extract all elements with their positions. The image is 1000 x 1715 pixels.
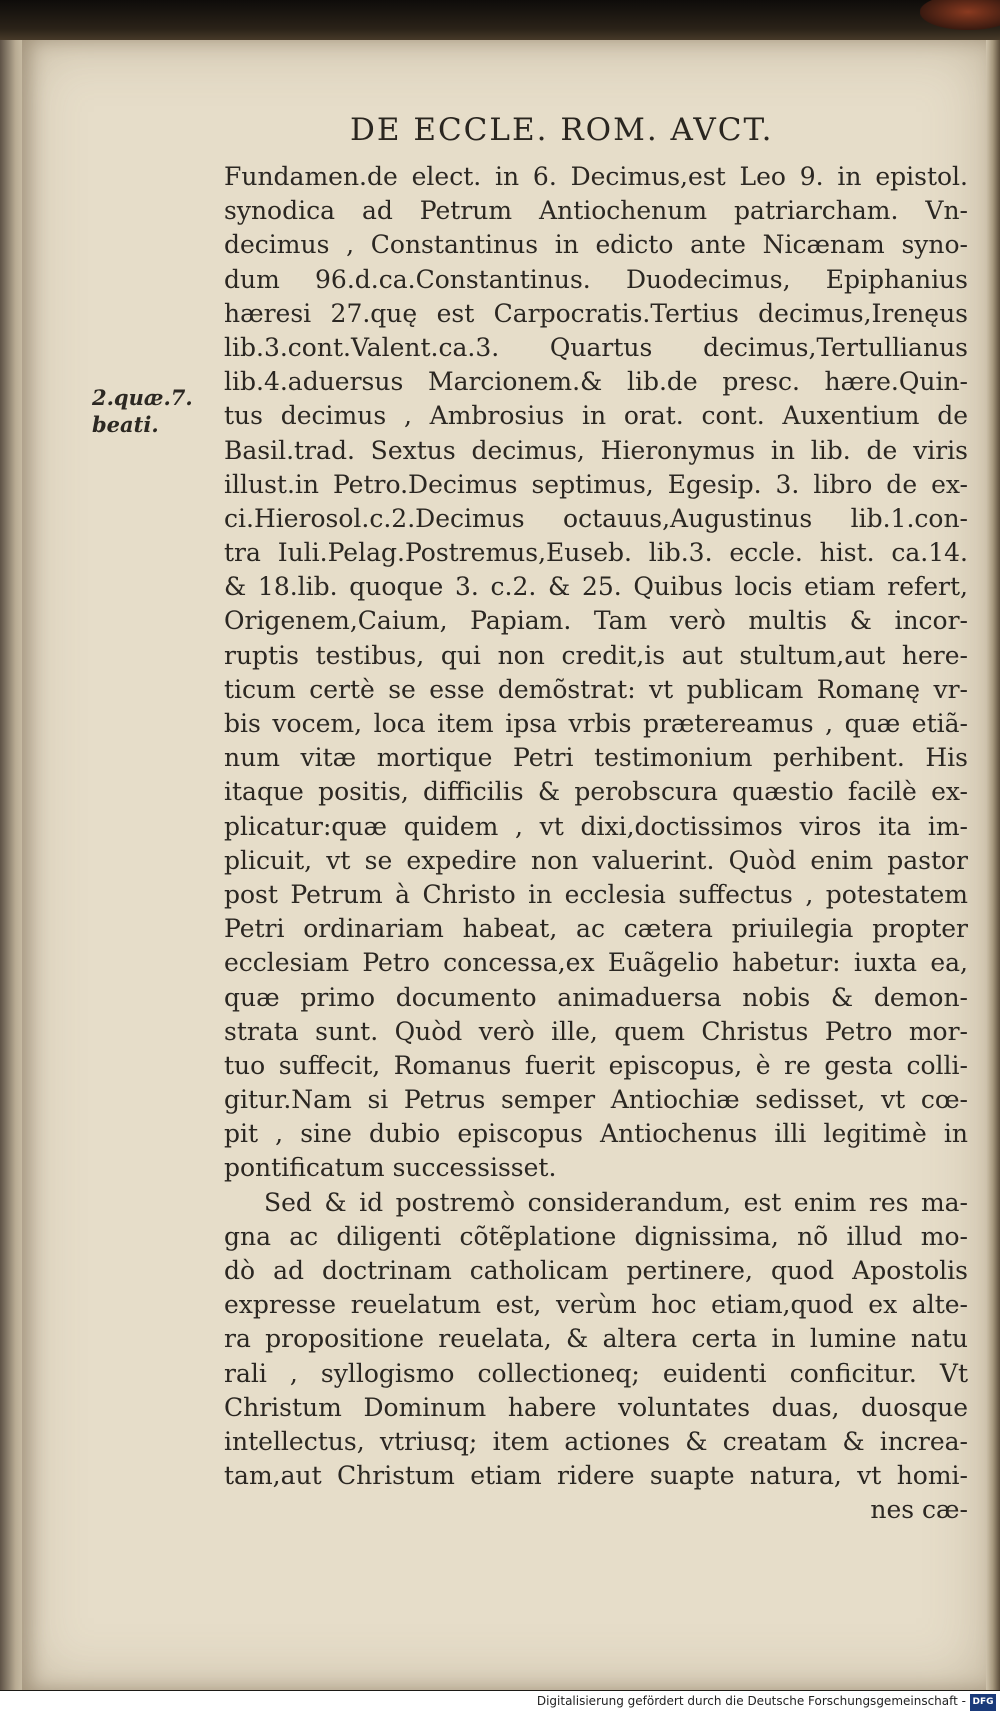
text-line: bis vocem, loca item ipsa vrbis prætereamus , quæ etiã- xyxy=(224,709,968,738)
text-line: itaque positis, difficilis & perobscura quæstio facilè ex- xyxy=(224,777,968,807)
text-line: dum 96.d.ca.Constantinus. Duodecimus, Epiphanius xyxy=(224,264,968,294)
text-line: Fundamen.de elect. in 6. Decimus,est Leo 9. in epistol. xyxy=(224,162,968,191)
text-line: num vitæ mortique Petri testimonium perhibent. His xyxy=(224,743,968,773)
page-tear xyxy=(920,0,1000,30)
text-line: lib.4.aduersus Marcionem.& lib.de presc. hære.Quin- xyxy=(224,367,968,397)
text-line: expresse reuelatum est, verùm hoc etiam,quod ex alte- xyxy=(224,1290,968,1320)
text-line: Petri ordinariam habeat, ac cætera priuilegia propter xyxy=(224,914,968,944)
text-line: ruptis testibus, qui non credit,is aut stultum,aut here- xyxy=(224,640,968,670)
footer-bar xyxy=(0,1691,1000,1715)
text-line: Sed & id postremò considerandum, est enim res ma- xyxy=(264,1187,968,1217)
text-line: synodica ad Petrum Antiochenum patriarcham. Vn- xyxy=(224,196,968,226)
margin-note-line: 2.quæ.7. xyxy=(92,385,193,410)
text-line: tam,aut Christum etiam ridere suapte natura, vt homi- xyxy=(224,1461,968,1491)
text-line: Origenem,Caium, Papiam. Tam verò multis & incor- xyxy=(224,606,968,636)
body-text xyxy=(224,160,968,1528)
text-line: Basil.trad. Sextus decimus, Hieronymus in lib. de viris xyxy=(224,435,968,465)
text-line: tra Iuli.Pelag.Postremus,Euseb. lib.3. eccle. hist. ca.14. xyxy=(224,538,968,568)
text-line: Christum Dominum habere voluntates duas, duosque xyxy=(224,1392,968,1422)
text-line: pit , sine dubio episcopus Antiochenus illi legitimè in xyxy=(224,1119,968,1149)
text-line: plicuit, vt se expedire non valuerint. Quòd enim pastor xyxy=(224,845,968,875)
text-line: hæresi 27.quę est Carpocratis.Tertius decimus,Irenęus xyxy=(224,298,968,328)
text-line: nes cæ- xyxy=(870,1495,968,1525)
text-line: lib.3.cont.Valent.ca.3. Quartus decimus,Tertullianus xyxy=(224,332,968,362)
text-line: plicatur:quæ quidem , vt dixi,doctissimos viros ita im- xyxy=(224,811,968,841)
text-line: ra propositione reuelata, & altera certa in lumine natu xyxy=(224,1324,968,1354)
text-line: ci.Hierosol.c.2.Decimus octauus,Augustinus lib.1.con- xyxy=(224,503,968,533)
margin-note-line: beati. xyxy=(92,412,159,437)
funding-notice: Digitalisierung gefördert durch die Deutsche Forschungsgemeinschaft - xyxy=(536,1694,966,1708)
text-line: strata sunt. Quòd verò ille, quem Christus Petro mor- xyxy=(224,1016,968,1046)
text-line: rali , syllogismo collectioneq; euidenti conficitur. Vt xyxy=(224,1358,968,1388)
text-line: ecclesiam Petro concessa,ex Euãgelio habetur: iuxta ea, xyxy=(224,948,968,978)
text-line: dò ad doctrinam catholicam pertinere, quod Apostolis xyxy=(224,1256,968,1285)
text-line: ticum certè se esse demõstrat: vt publicam Romanę vr- xyxy=(224,674,968,704)
text-line: & 18.lib. quoque 3. c.2. & 25. Quibus locis etiam refert, xyxy=(224,572,968,602)
text-line: post Petrum à Christo in ecclesia suffectus , potestatem xyxy=(224,879,968,909)
text-line: quæ primo documento animaduersa nobis & demon- xyxy=(224,982,968,1012)
dfg-logo: DFG xyxy=(970,1694,996,1711)
text-line: tuo suffecit, Romanus fuerit episcopus, è re gesta colli- xyxy=(224,1050,968,1080)
margin-note xyxy=(92,384,212,438)
text-line: pontificatum successisset. xyxy=(224,1153,557,1183)
text-line: tus decimus , Ambrosius in orat. cont. Auxentium de xyxy=(224,401,968,431)
text-line: gna ac diligenti cõtẽplatione dignissima, nõ illud mo- xyxy=(224,1221,968,1251)
running-header: DE ECCLE. ROM. AVCT. xyxy=(350,112,774,148)
text-line: illust.in Petro.Decimus septimus, Egesip. 3. libro de ex- xyxy=(224,469,968,499)
text-line: decimus , Constantinus in edicto ante Nicænam syno- xyxy=(224,230,968,260)
text-line: intellectus, vtriusq; item actiones & creatam & increa- xyxy=(224,1426,968,1456)
text-line: gitur.Nam si Petrus semper Antiochiæ sedisset, vt cœ- xyxy=(224,1085,968,1115)
page-right-edge xyxy=(986,40,1000,1690)
